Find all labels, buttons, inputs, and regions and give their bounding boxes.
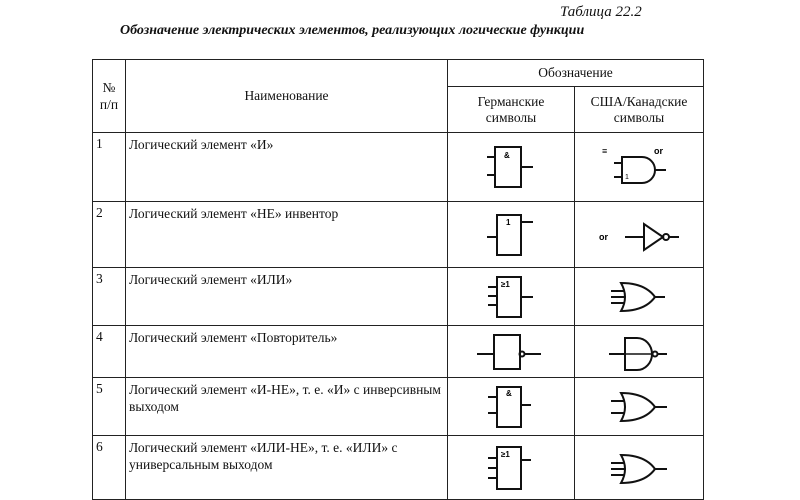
row-number: 5 <box>93 378 126 436</box>
row-number: 3 <box>93 268 126 326</box>
and-alt-mark: ≡ <box>602 146 608 156</box>
table-row <box>93 436 704 500</box>
header-num <box>93 60 126 133</box>
row-number: 6 <box>93 436 126 500</box>
table-caption: Обозначение электрических элементов, реализующих логические функции <box>120 23 585 38</box>
german-symbol-cell <box>448 202 575 268</box>
us-symbol-cell <box>575 202 704 268</box>
german-symbol-cell <box>448 268 575 326</box>
row-name: Логический элемент «ИЛИ-НЕ», т. е. «ИЛИ» с универсальным выходом <box>126 436 448 500</box>
table-row <box>93 133 704 202</box>
buffer-ansi-icon <box>599 330 679 374</box>
table-row <box>93 326 704 378</box>
header-us-canada-label: США/Канадские символы <box>590 93 688 125</box>
us-symbol-cell <box>575 133 704 202</box>
or-mark: ≥1 <box>501 449 510 459</box>
header-us-canada <box>575 87 704 133</box>
and-mark: & <box>504 151 510 160</box>
or-word-mark: or <box>599 231 608 242</box>
us-symbol-cell <box>575 436 704 500</box>
and-gate-ansi-icon <box>594 142 684 192</box>
and-gate-iec-icon <box>475 142 547 192</box>
table-row <box>93 268 704 326</box>
german-symbol-cell <box>448 326 575 378</box>
nand-gate-iec-icon <box>475 383 547 431</box>
us-symbol-cell <box>575 326 704 378</box>
us-symbol-cell <box>575 378 704 436</box>
row-number: 4 <box>93 326 126 378</box>
row-name: Логический элемент «НЕ» инвентор <box>126 202 448 268</box>
row-number: 2 <box>93 202 126 268</box>
not-mark: 1 <box>506 217 511 227</box>
not-gate-iec-icon <box>475 210 547 260</box>
nor-gate-iec-icon <box>475 443 547 493</box>
logic-elements-table <box>92 59 704 500</box>
or-mark: ≥1 <box>501 279 510 289</box>
row-name: Логический элемент «Повторитель» <box>126 326 448 378</box>
header-row-1 <box>93 60 704 87</box>
german-symbol-cell <box>448 436 575 500</box>
header-num-label: № п/п <box>99 80 119 112</box>
or-gate-iec-icon <box>475 273 547 321</box>
us-symbol-cell <box>575 268 704 326</box>
nor-gate-ansi-icon <box>599 443 679 493</box>
german-symbol-cell <box>448 133 575 202</box>
row-name: Логический элемент «И» <box>126 133 448 202</box>
not-gate-ansi-icon <box>589 210 689 260</box>
buffer-iec-icon <box>461 330 561 374</box>
row-name: Логический элемент «ИЛИ» <box>126 268 448 326</box>
row-number: 1 <box>93 133 126 202</box>
table-row <box>93 378 704 436</box>
nand-gate-ansi-icon <box>599 383 679 431</box>
header-designation: Обозначение <box>448 60 704 87</box>
header-name: Наименование <box>126 60 448 133</box>
table-number: Таблица 22.2 <box>560 4 642 20</box>
and-ansi-label: 1 <box>625 174 629 181</box>
or-word-mark: or <box>654 146 663 156</box>
header-german-label: Германские символы <box>477 93 545 125</box>
german-symbol-cell <box>448 378 575 436</box>
or-gate-ansi-icon <box>599 273 679 321</box>
row-name: Логический элемент «И-НЕ», т. е. «И» с инверсивным выходом <box>126 378 448 436</box>
and-mark: & <box>506 388 512 398</box>
header-german <box>448 87 575 133</box>
table-row <box>93 202 704 268</box>
